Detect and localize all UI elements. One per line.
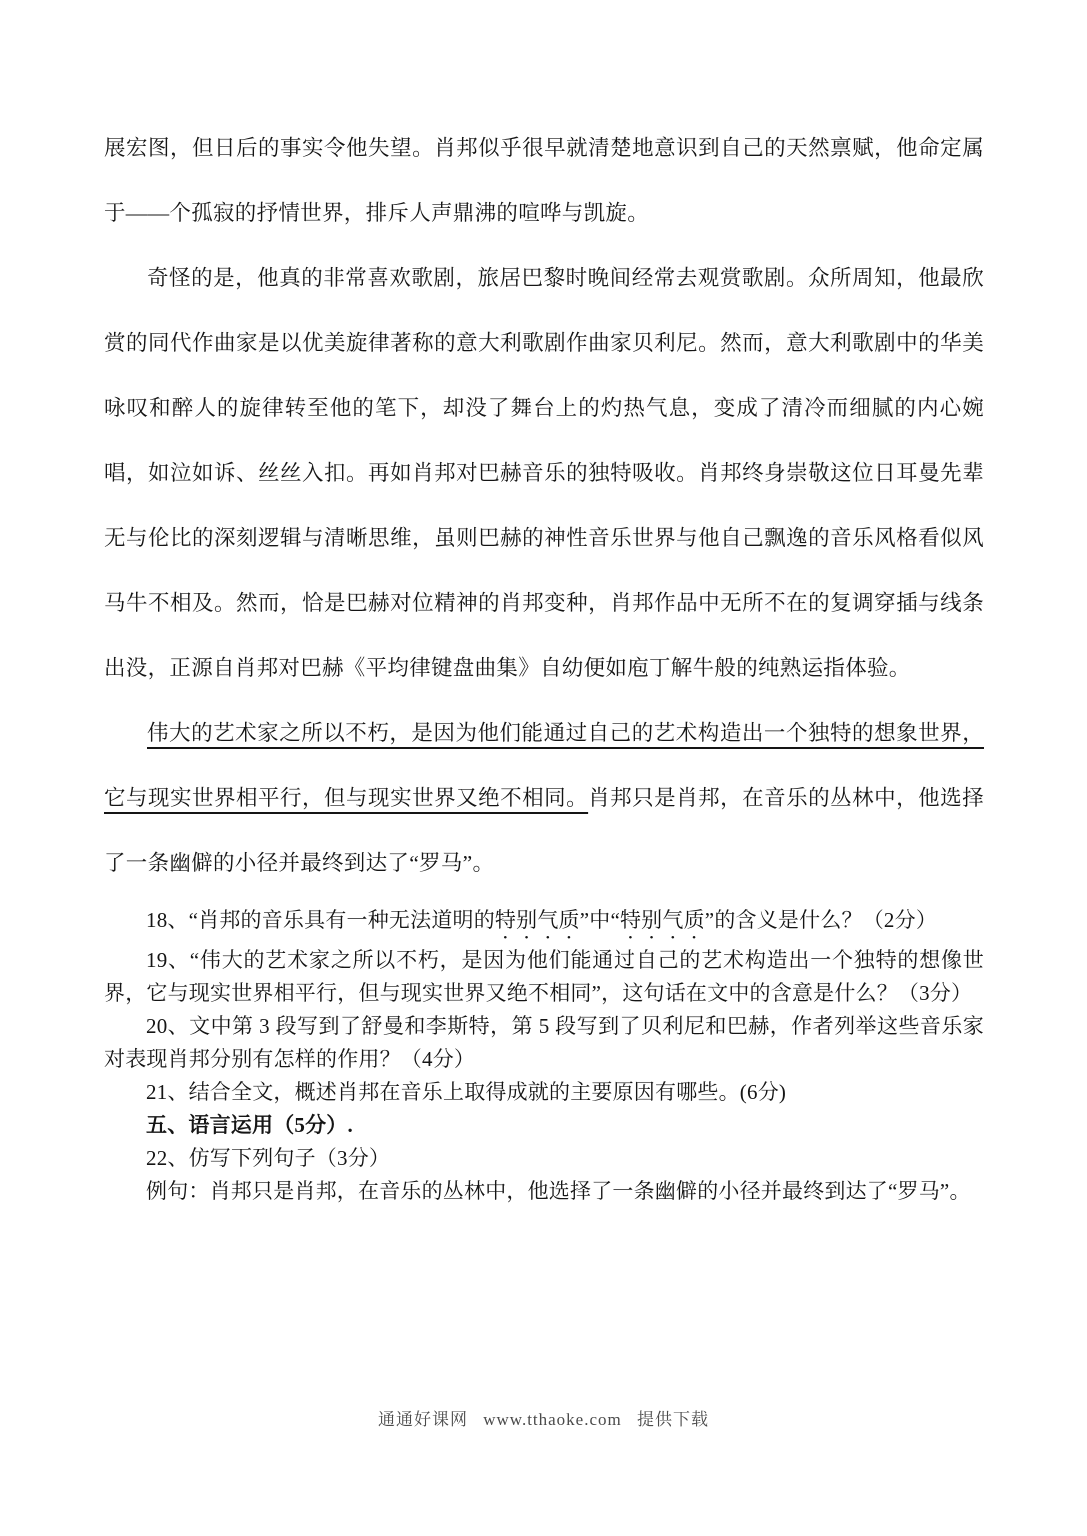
- text-run: 20、文中第 3 段写到了舒曼和李斯特，第 5 段写到了贝利尼和巴赫，作者列举这些音乐家对表现肖邦分别有怎样的作用？（4分）: [104, 1014, 984, 1071]
- essay-paragraph: [104, 701, 984, 896]
- text-run: 五、语言运用（5分）.: [146, 1113, 353, 1137]
- footer-url: www.tthaoke.com: [483, 1410, 622, 1429]
- text-run: 22、仿写下列句子（3分）: [146, 1146, 391, 1170]
- text-run: 肖邦只是肖邦，在音乐的丛林中，他选择了一条幽僻的小径并最终到达了“罗马”。: [104, 786, 984, 875]
- essay-paragraph: [104, 246, 984, 701]
- emphasized-text: 特别气质: [494, 908, 580, 932]
- question-item: [104, 944, 984, 1010]
- page-footer: [0, 1405, 1087, 1430]
- question-item: [104, 1142, 984, 1175]
- question-item: [104, 1010, 984, 1076]
- essay-paragraph: [104, 116, 984, 246]
- text-run: 奇怪的是，他真的非常喜欢歌剧，旅居巴黎时晚间经常去观赏歌剧。众所周知，他最欣赏的同代作曲家是以优美旋律著称的意大利歌剧作曲家贝利尼。然而，意大利歌剧中的华美咏叹和醉人的旋律转至他的笔下，却没了舞台上的灼热气息，变成了清冷而细腻的内心婉唱，如泣如诉、丝丝入扣。再如肖邦对巴赫音乐的独特吸收。肖邦终身崇敬这位日耳曼先辈无与伦比的深刻逻辑与清晰思维，虽则巴赫的神性音乐世界与他自己飘逸的音乐风格看似风马牛不相及。然而，恰是巴赫对位精神的肖邦变种，肖邦作品中无所不在的复调穿插与线条出没，正源自肖邦对巴赫《平均律键盘曲集》自幼便如庖丁解牛般的纯熟运指体验。: [104, 266, 984, 680]
- footer-suffix: 提供下载: [637, 1410, 710, 1429]
- text-run: ”的含义是什么？（2分）: [704, 908, 938, 932]
- questions-section: [104, 904, 984, 1208]
- footer-site-name: 通通好课网: [377, 1410, 468, 1429]
- page-content: [104, 116, 984, 1208]
- text-run: ”中“: [579, 908, 620, 932]
- essay-section: [104, 116, 984, 896]
- text-run: 19、“伟大的艺术家之所以不朽，是因为他们能通过自己的艺术构造出一个独特的想像世界，它与现实世界相平行，但与现实世界又绝不相同”，这句话在文中的含意是什么？（3分）: [104, 948, 984, 1005]
- text-run: 18、“肖邦的音乐具有一种无法道明的: [146, 908, 495, 932]
- text-run: 例句：肖邦只是肖邦，在音乐的丛林中，他选择了一条幽僻的小径并最终到达了“罗马”。: [146, 1179, 971, 1203]
- text-run: 展宏图，但日后的事实令他失望。肖邦似乎很早就清楚地意识到自己的天然禀赋，他命定属于——个孤寂的抒情世界，排斥人声鼎沸的喧哗与凯旋。: [104, 136, 984, 225]
- underlined-text: 伟大的艺术家之所以不朽，是因为他们能通过自己的艺术构造出一个独特的想象世界，它与现实世界相平行，但与现实世界又绝不相同。: [104, 721, 984, 810]
- emphasized-text: 特别气质: [619, 908, 705, 932]
- question-item: [104, 1076, 984, 1109]
- question-item: [104, 1175, 984, 1208]
- text-run: 21、结合全文，概述肖邦在音乐上取得成就的主要原因有哪些。(6分): [146, 1080, 787, 1104]
- question-item: [104, 904, 984, 944]
- section-heading: [104, 1109, 984, 1142]
